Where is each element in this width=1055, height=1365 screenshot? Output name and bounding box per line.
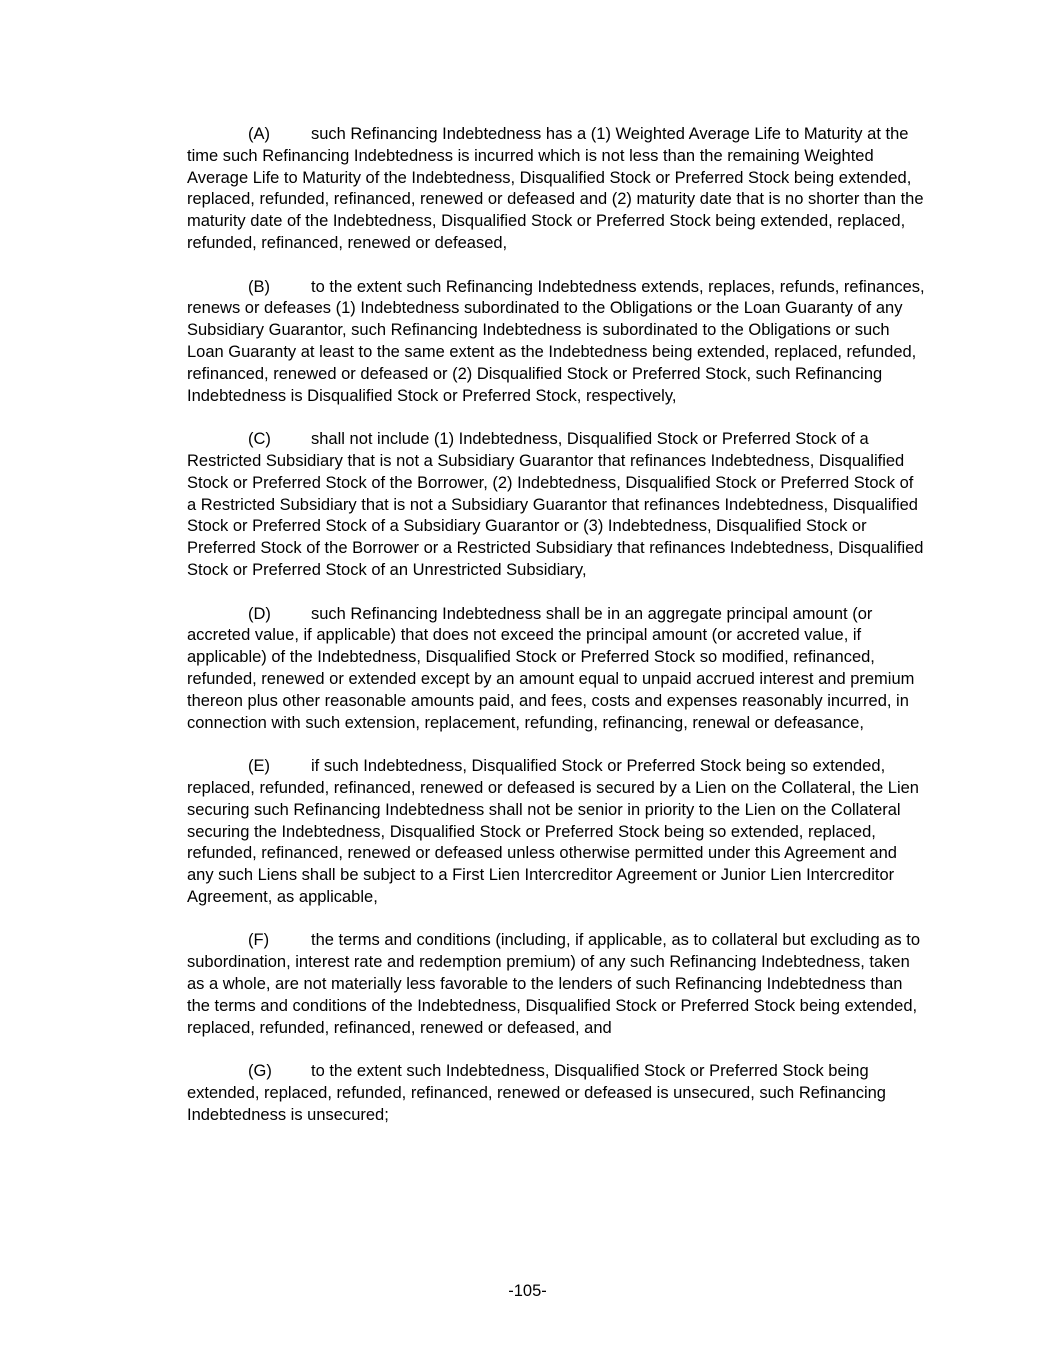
clause-text: such Refinancing Indebtedness has a (1) Weighted Average Life to Maturity at the time such Refinancing Indebtedness is incurred which is not less than the remaining Weighted Average Life to Maturity of the Indebtedness, Disqualified Stock or Preferred Stock being extended, replaced, refunded, refinanced, renewed or defeased and (2) maturity date that is no shorter than the maturity date of the Indebtedness, Disqualified Stock or Preferred Stock being extended, replaced, refunded, refinanced, renewed or defeased,	[187, 125, 924, 252]
clause-c	[187, 429, 927, 582]
clause-text: if such Indebtedness, Disqualified Stock or Preferred Stock being so extended, replaced, refunded, refinanced, renewed or defeased is secured by a Lien on the Collateral, the Lien securing such Refinancing Indebtedness shall not be senior in priority to the Lien on the Collateral securing the Indebtedness, Disqualified Stock or Preferred Stock being so extended, replaced, refunded, refinanced, renewed or defeased unless otherwise permitted under this Agreement and any such Liens shall be subject to a First Lien Intercreditor Agreement or Junior Lien Intercreditor Agreement, as applicable,	[187, 757, 919, 906]
clause-label: (A)	[248, 125, 270, 143]
clause-text: the terms and conditions (including, if applicable, as to collateral but excluding as to subordination, interest rate and redemption premium) of any such Refinancing Indebtedness, taken as a whole, are not materially less favorable to the lenders of such Refinancing Indebtedness than the terms and conditions of the Indebtedness, Disqualified Stock or Preferred Stock being extended, replaced, refunded, refinanced, renewed or defeased, and	[187, 931, 921, 1037]
clause-b	[187, 277, 927, 408]
clause-text: to the extent such Refinancing Indebtedness extends, replaces, refunds, refinances, renews or defeases (1) Indebtedness subordinated to the Obligations or the Loan Guaranty of any Subsidiary Guarantor, such Refinancing Indebtedness is subordinated to the Obligations or such Loan Guaranty at least to the same extent as the Indebtedness being extended, replaced, refunded, refinanced, renewed or defeased or (2) Disqualified Stock or Preferred Stock, such Refinancing Indebtedness is Disqualified Stock or Preferred Stock, respectively,	[187, 277, 925, 405]
clause-text: to the extent such Indebtedness, Disqualified Stock or Preferred Stock being extended, replaced, refunded, refinanced, renewed or defeased is unsecured, such Refinancing Indebtedness is unsecured;	[187, 1062, 886, 1124]
clause-label: (C)	[248, 430, 271, 449]
clause-g	[187, 1061, 927, 1126]
clause-label: (E)	[248, 757, 270, 776]
clause-label: (D)	[248, 604, 271, 623]
document-body	[187, 124, 927, 1148]
page-number: -105-	[508, 1282, 547, 1300]
clause-f	[187, 930, 927, 1039]
clause-a	[187, 124, 927, 255]
clause-label: (G)	[248, 1062, 272, 1081]
clause-text: shall not include (1) Indebtedness, Disqualified Stock or Preferred Stock of a Restricted Subsidiary that is not a Subsidiary Guarantor that refinances Indebtedness, Disqualified Stock or Preferred Stock of the Borrower, (2) Indebtedness, Disqualified Stock or Preferred Stock of a Restricted Subsidiary that is not a Subsidiary Guarantor that refinances Indebtedness, Disqualified Stock or Preferred Stock of a Subsidiary Guarantor or (3) Indebtedness, Disqualified Stock or Preferred Stock of the Borrower or a Restricted Subsidiary that refinances Indebtedness, Disqualified Stock or Preferred Stock of an Unrestricted Subsidiary,	[187, 430, 924, 579]
clause-d	[187, 604, 927, 735]
clause-text: such Refinancing Indebtedness shall be in an aggregate principal amount (or accreted value, if applicable) that does not exceed the principal amount (or accreted value, if applicable) of the Indebtedness, Disqualified Stock or Preferred Stock so modified, refinanced, refunded, renewed or extended except by an amount equal to unpaid accrued interest and premium thereon plus other reasonable amounts paid, and fees, costs and expenses reasonably incurred, in connection with such extension, replacement, refunding, refinancing, renewal or defeasance,	[187, 604, 915, 732]
clause-e	[187, 756, 927, 909]
clause-label: (B)	[248, 277, 270, 296]
clause-label: (F)	[248, 931, 270, 950]
